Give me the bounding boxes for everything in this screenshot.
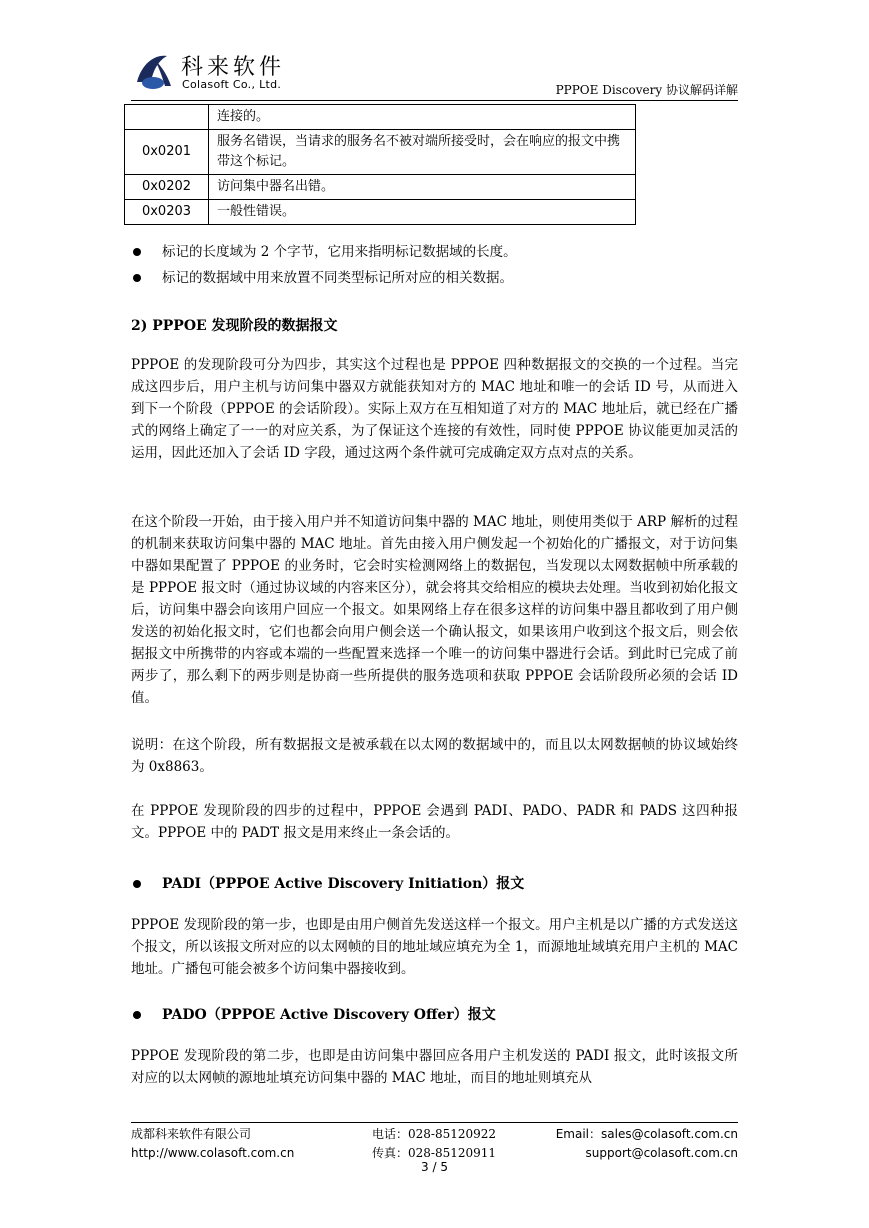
table-row — [125, 130, 636, 175]
table-cell-code: 0x0202 — [125, 175, 209, 200]
footer-divider — [131, 1122, 738, 1123]
colasoft-logo-icon — [131, 52, 175, 92]
footer-left — [131, 1125, 294, 1163]
bullet-icon — [133, 880, 141, 888]
table-cell-desc: 服务名错误，当请求的服务名不被对端所接受时，会在响应的报文中携带这个标记。 — [209, 130, 636, 175]
section-heading: 2) PPPOE 发现阶段的数据报文 — [131, 318, 338, 334]
footer-support-link[interactable]: support@colasoft.com.cn — [585, 1146, 738, 1160]
footer-phone: 电话：028-85120922 — [372, 1127, 497, 1141]
table-cell-code: 0x0201 — [125, 130, 209, 175]
paragraph: 在这个阶段一开始，由于接入用户并不知道访问集中器的 MAC 地址，则使用类似于 ARP 解析的过程的机制来获取访问集中器的 MAC 地址。首先由接入用户侧发起一个初始化的广播报文，对于访问集中器如果配置了 PPPOE 的业务时，它会时实检测网络上的数据包，当发现以太网数据帧中所承载的是 PPPOE 报文时（通过协议域的内容来区分），就会将其交给相应的模块去处理。当收到初始化报文后，访问集中器会向该用户回应一个报文。如果网络上存在很多这样的访问集中器且都收到了用户侧发送的初始化报文时，它们也都会向用户侧会送一个确认报文，如果该用户收到这个报文后，则会依据报文中所携带的内容或本端的一些配置来选择一个唯一的访问集中器进行会话。到此时已完成了前两步了，那么剩下的两步则是协商一些所提供的服务选项和获取 PPPOE 会话阶段所必须的会话 ID 值。 — [131, 514, 738, 706]
paragraph: PPPOE 的发现阶段可分为四步，其实这个过程也是 PPPOE 四种数据报文的交换的一个过程。当完成这四步后，用户主机与访问集中器双方就能获知对方的 MAC 地址和唯一的会话 ID 号，从而进入到下一个阶段（PPPOE 的会话阶段）。实际上双方在互相知道了对方的 MAC 地址后，就已经在广播式的网络上确定了一一的对应关系，为了保证这个连接的有效性，同时使 PPPOE 协议能更加灵活的运用，因此还加入了会话 ID 字段，通过这两个条件就可完成确定双方点对点的关系。 — [131, 357, 738, 461]
page-number: 3 / 5 — [421, 1160, 448, 1174]
header-divider — [131, 100, 738, 101]
footer-middle — [372, 1125, 496, 1163]
error-code-table — [124, 104, 636, 225]
table-cell-desc: 访问集中器名出错。 — [209, 175, 636, 200]
table-row — [125, 175, 636, 200]
table-cell-desc: 一般性错误。 — [209, 200, 636, 225]
table-cell-desc: 连接的。 — [209, 105, 636, 130]
paragraph: PPPOE 发现阶段的第一步，也即是由用户侧首先发送这样一个报文。用户主机是以广播的方式发送这个报文，所以该报文所对应的以太网帧的目的地址域应填充为全 1，而源地址域填充用户主机的 MAC 地址。广播包可能会被多个访问集中器接收到。 — [131, 917, 738, 977]
footer-website-link[interactable]: http://www.colasoft.com.cn — [131, 1146, 295, 1160]
bullet-text: 标记的数据域中用来放置不同类型标记所对应的相关数据。 — [162, 270, 513, 286]
pado-heading-text: PADO（PPPOE Active Discovery Offer）报文 — [162, 1007, 496, 1023]
footer-company: 成都科来软件有限公司 — [131, 1127, 252, 1141]
bullet-text: 标记的长度域为 2 个字节，它用来指明标记数据域的长度。 — [162, 244, 517, 260]
table-row — [125, 105, 636, 130]
footer-fax: 传真：028-85120911 — [372, 1146, 497, 1160]
bullet-icon — [133, 1011, 141, 1019]
table-cell-code — [125, 105, 209, 130]
logo-chinese-name: 科来软件 — [181, 55, 286, 80]
paragraph: 在 PPPOE 发现阶段的四步的过程中，PPPOE 会遇到 PADI、PADO、PADR 和 PADS 这四种报文。PPPOE 中的 PADT 报文是用来终止一条会话的。 — [131, 803, 738, 841]
bullet-icon — [133, 248, 141, 256]
footer-right — [556, 1125, 738, 1163]
paragraph: PPPOE 发现阶段的第二步，也即是由访问集中器回应各用户主机发送的 PADI 报文，此时该报文所对应的以太网帧的源地址填充访问集中器的 MAC 地址，而目的地址则填充从 — [131, 1048, 738, 1086]
table-row — [125, 200, 636, 225]
bullet-icon — [133, 274, 141, 282]
logo-english-name: Colasoft Co., Ltd. — [182, 78, 282, 91]
padi-heading-text: PADI（PPPOE Active Discovery Initiation）报文 — [162, 876, 525, 892]
paragraph: 说明：在这个阶段，所有数据报文是被承载在以太网的数据域中的，而且以太网数据帧的协议域始终为 0x8863。 — [131, 737, 738, 775]
footer-email-link[interactable]: Email：sales@colasoft.com.cn — [555, 1127, 738, 1141]
document-title: PPPOE Discovery 协议解码详解 — [555, 83, 738, 97]
table-cell-code: 0x0203 — [125, 200, 209, 225]
